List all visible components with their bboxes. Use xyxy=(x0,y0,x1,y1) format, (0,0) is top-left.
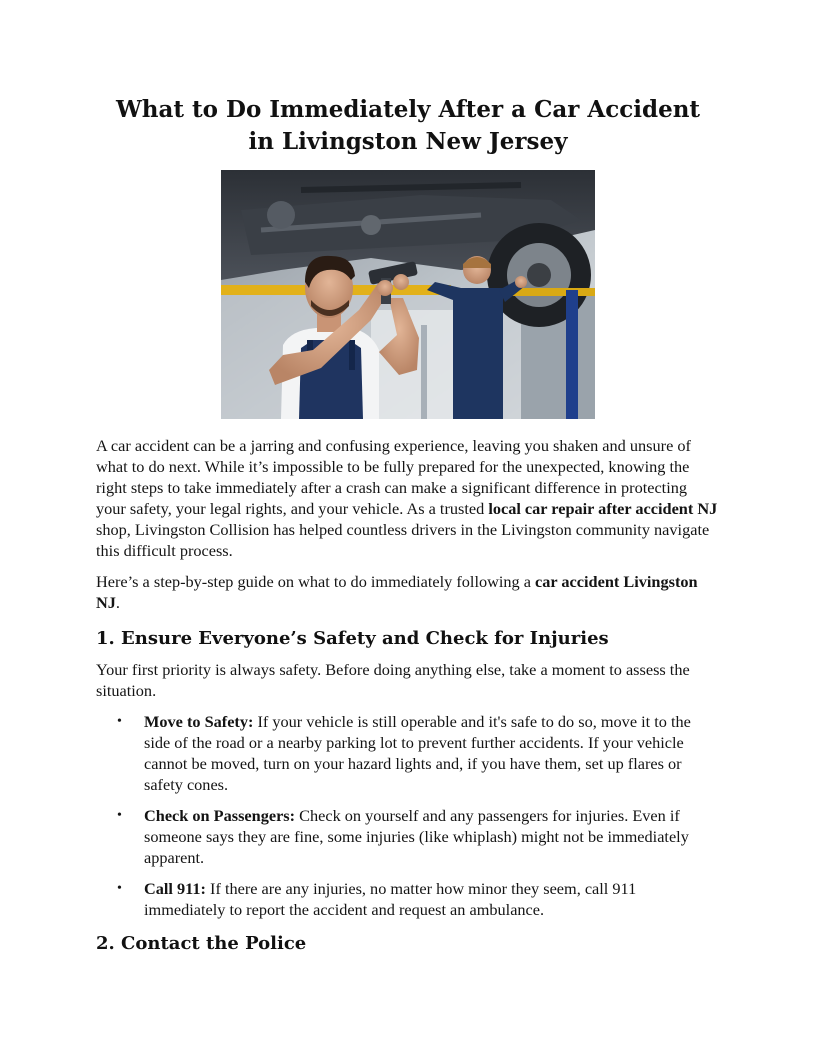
list-item-label: Call 911: xyxy=(144,879,206,898)
list-item-text: If there are any injuries, no matter how minor they seem, call 911 immediately to report the accident and request an ambulance. xyxy=(144,879,637,919)
intro-keyword: local car repair after accident NJ xyxy=(488,499,718,518)
list-item-text: Check on yourself and any passengers for injuries. Even if someone says they are fine, some injuries (like whiplash) might not be immediately apparent. xyxy=(144,806,689,867)
bullet-icon: • xyxy=(117,881,122,896)
list-item xyxy=(96,711,720,795)
document-page xyxy=(96,94,720,958)
guide-intro-keyword: car accident Livingston NJ xyxy=(96,572,698,612)
list-item-label: Move to Safety: xyxy=(144,712,254,731)
hero-image xyxy=(221,170,595,419)
list-item xyxy=(96,878,720,920)
intro-text-1: A car accident can be a jarring and confusing experience, leaving you shaken and unsure of what to do next. While it’s impossible to be fully prepared for the unexpected, knowing the right steps to take immediately after a crash can make a significant difference in protecting your safety, your legal rights, and your vehicle. As a trusted xyxy=(96,436,691,518)
list-item-text: If your vehicle is still operable and it's safe to do so, move it to the side of the road or a nearby parking lot to prevent further accidents. If your vehicle cannot be moved, turn on your hazard lights and, if you have them, set up flares or safety cones. xyxy=(144,712,691,794)
section-1-paragraph: Your first priority is always safety. Before doing anything else, take a moment to assess the situation. xyxy=(96,660,690,700)
bullet-icon: • xyxy=(117,808,122,823)
intro-paragraph xyxy=(96,435,720,561)
intro-text-2: shop, Livingston Collision has helped countless drivers in the Livingston community navigate this difficult process. xyxy=(96,520,710,560)
list-item-label: Check on Passengers: xyxy=(144,806,296,825)
bullet-icon: • xyxy=(117,714,122,729)
guide-intro-text-1: Here’s a step-by-step guide on what to do immediately following a xyxy=(96,572,536,591)
section-2-heading: 2. Contact the Police xyxy=(96,933,307,954)
list-item xyxy=(96,805,720,868)
section-1-heading: 1. Ensure Everyone’s Safety and Check for Injuries xyxy=(96,628,609,649)
guide-intro-paragraph xyxy=(96,571,720,613)
guide-intro-text-2: . xyxy=(115,593,120,612)
page-title: What to Do Immediately After a Car Accident in Livingston New Jersey xyxy=(115,96,701,155)
section-1-list xyxy=(96,711,720,920)
